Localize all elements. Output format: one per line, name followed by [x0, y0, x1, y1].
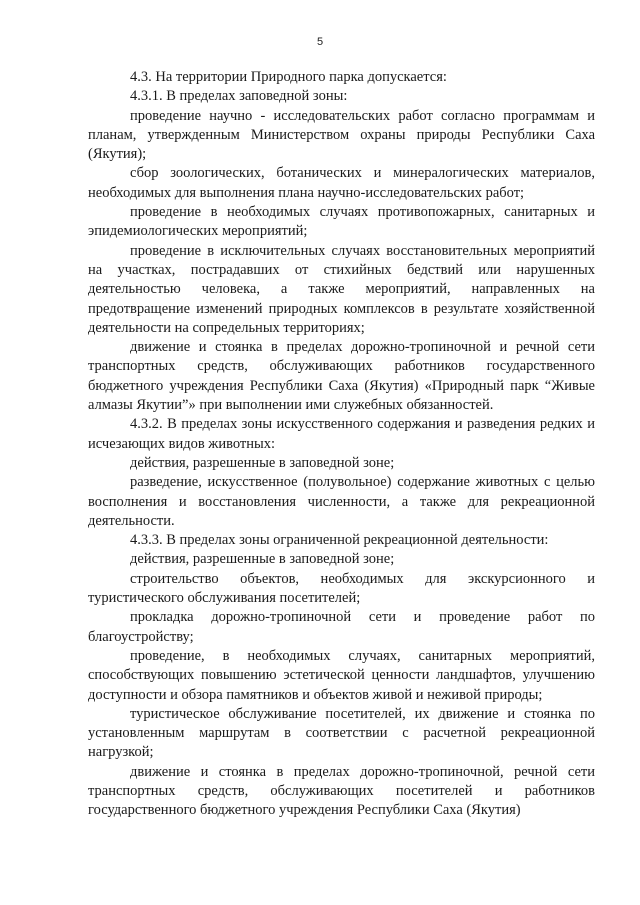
section-heading: 4.3. На территории Природного парка допускается: [130, 69, 447, 85]
list-item: проведение в исключительных случаях восстановительных мероприятий на участках, пострадавших от стихийных бедствий или нарушенных деятельностью человека, а также мероприятий, направленных на предотвращение изменений природных комплексов в результате хозяйственной деятельности на сопредельных территориях; [88, 242, 595, 336]
list-item: разведение, искусственное (полувольное) содержание животных с целью восполнения и восстановления численности, а также для рекреационной деятельности. [88, 474, 595, 529]
list-item: строительство объектов, необходимых для экскурсионного и туристического обслуживания посетителей; [88, 570, 595, 607]
subsection-heading: 4.3.2. В пределах зоны искусственного содержания и разведения редких и исчезающих видов животных: [88, 416, 595, 452]
list-item: проведение в необходимых случаях противопожарных, санитарных и эпидемиологических мероприятий; [88, 204, 595, 240]
subsection-heading: 4.3.1. В пределах заповедной зоны: [130, 88, 348, 105]
list-item: туристическое обслуживание посетителей, их движение и стоянка по установленным маршрутам в соответствии с расчетной рекреационной нагрузкой; [88, 705, 595, 761]
list-item: сбор зоологических, ботанических и минералогических материалов, необходимых для выполнения плана научно-исследовательских работ; [88, 165, 595, 201]
page-number: 5 [316, 36, 324, 48]
list-item: движение и стоянка в пределах дорожно-тропиночной, речной сети транспортных средств, обслуживающих посетителей и работников государственного бюджетного учреждения Республики Саха (Якутия) [88, 763, 595, 819]
subsection-heading: 4.3.3. В пределах зоны ограниченной рекреационной деятельности: [130, 532, 549, 549]
list-item: проведение, в необходимых случаях, санитарных мероприятий, способствующих повышению эстетической ценности ландшафтов, улучшению доступности и обзора памятников и объектов живой и неживой природы; [88, 647, 595, 703]
list-item: движение и стоянка в пределах дорожно-тропиночной и речной сети транспортных средств, обслуживающих работников государственного бюджетного учреждения Республики Саха (Якутия) «Природный парк “Живые алмазы Якутии”» при выполнении ими служебных обязанностей. [88, 339, 595, 414]
document-body [88, 68, 595, 821]
list-item: проведение научно - исследовательских работ согласно программам и планам, утвержденным Министерством охраны природы Республики Саха (Якутия); [88, 107, 595, 163]
list-item: действия, разрешенные в заповедной зоне; [130, 551, 395, 568]
list-item: действия, разрешенные в заповедной зоне; [130, 454, 395, 471]
list-item: прокладка дорожно-тропиночной сети и проведение работ по благоустройству; [88, 609, 595, 645]
